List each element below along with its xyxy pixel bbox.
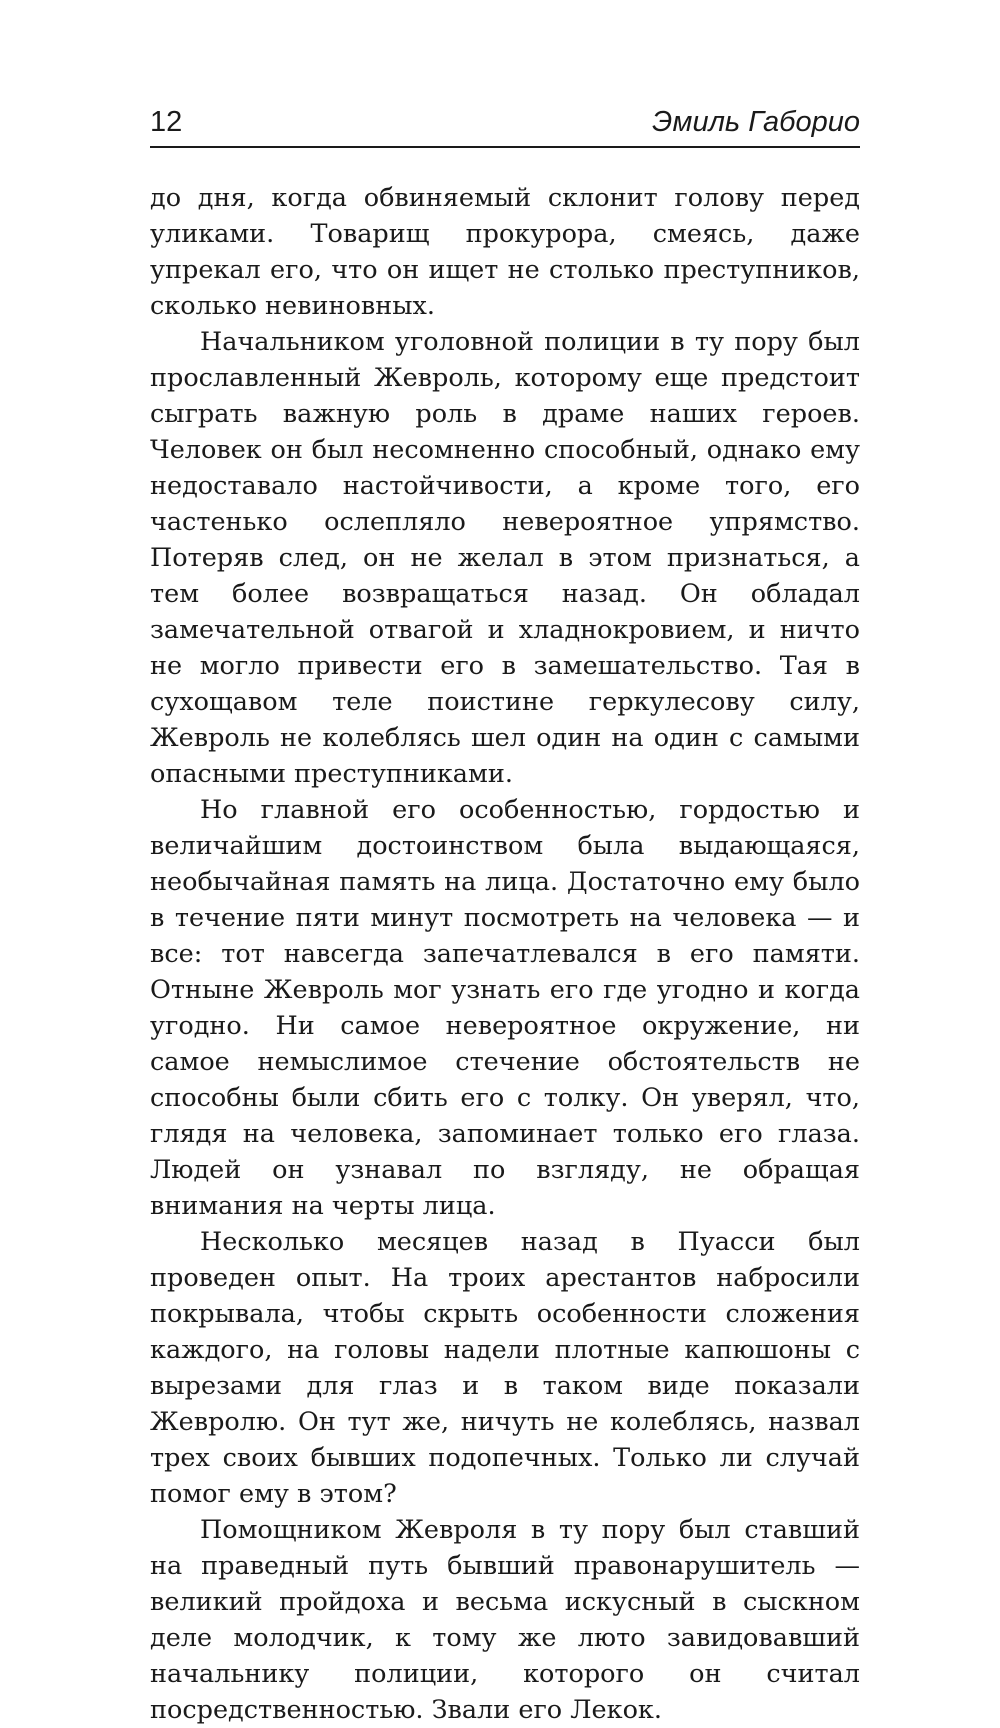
- paragraph-4: Несколько месяцев назад в Пуасси был проведен опыт. На троих арестантов набросили покрывала, чтобы скрыть особенности сложения каждого, на головы надели плотные капюшоны с вырезами для глаз и в таком виде показали Жевролю. Он тут же, ничуть не колеблясь, назвал трех своих бывших подопечных. Только ли случай помог ему в этом?: [150, 1227, 860, 1509]
- book-page: [150, 0, 860, 1725]
- paragraph-1: до дня, когда обвиняемый склонит голову перед уликами. Товарищ прокурора, смеясь, даже упрекал его, что он ищет не столько преступников, сколько невиновных.: [150, 183, 860, 321]
- paragraph-2: Начальником уголовной полиции в ту пору был прославленный Жевроль, которому еще предстоит сыграть важную роль в драме наших героев. Человек он был несомненно способный, однако ему недоставало настойчивости, а кроме того, его частенько ослепляло невероятное упрямство. Потеряв след, он не желал в этом признаться, а тем более возвращаться назад. Он обладал замечательной отвагой и хладнокровием, и ничто не могло привести его в замешательство. Тая в сухощавом теле поистине геркулесову силу, Жевроль не колеблясь шел один на один с самыми опасными преступниками.: [150, 327, 860, 789]
- paragraph-5: Помощником Жевроля в ту пору был ставший на праведный путь бывший правонарушитель — великий пройдоха и весьма искусный в сыскном деле молодчик, к тому же люто завидовавший начальнику полиции, которого он считал посредственностью. Звали его Лекок.: [150, 1515, 860, 1725]
- paragraph-3: Но главной его особенностью, гордостью и величайшим достоинством была выдающаяся, необычайная память на лица. Достаточно ему было в течение пяти минут посмотреть на человека — и все: тот навсегда запечатлевался в его памяти. Отныне Жевроль мог узнать его где угодно и когда угодно. Ни самое невероятное окружение, ни самое немыслимое стечение обстоятельств не способны были сбить его с толку. Он уверял, что, глядя на человека, запоминает только его глаза. Людей он узнавал по взгляду, не обращая внимания на черты лица.: [150, 795, 860, 1221]
- running-header: [150, 100, 860, 148]
- body-text: [150, 180, 860, 1728]
- running-title: Эмиль Габорио: [652, 106, 860, 138]
- page-number: 12: [150, 106, 183, 138]
